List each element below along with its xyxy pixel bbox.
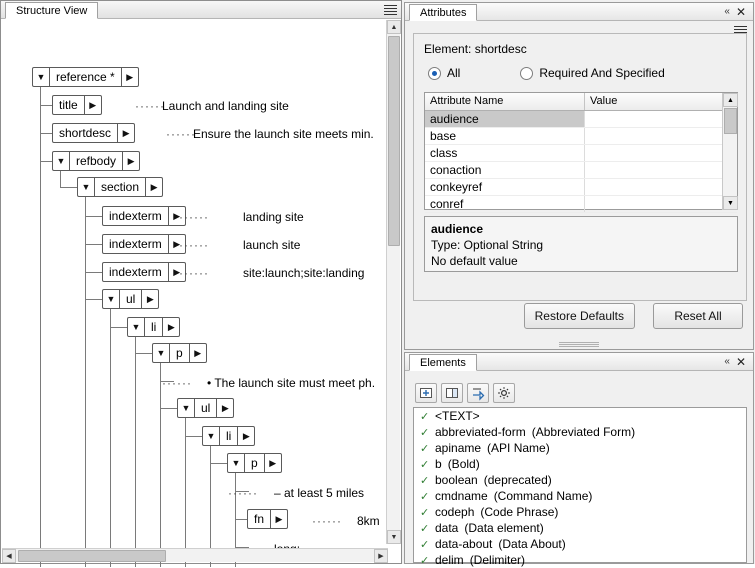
scroll-left-arrow-icon[interactable]: ◀ — [2, 549, 16, 563]
structure-horizontal-scrollbar[interactable] — [2, 548, 388, 562]
leader-dots: ······ — [135, 99, 165, 113]
tree-node-label: ul — [201, 401, 211, 415]
tab-elements[interactable] — [409, 354, 477, 371]
elements-titlebar — [405, 353, 753, 371]
panel-resize-grip[interactable] — [559, 341, 599, 346]
element-name: codeph — [435, 505, 475, 519]
list-item[interactable] — [414, 440, 746, 456]
wrap-element-icon[interactable] — [467, 383, 489, 403]
tree-connector — [235, 519, 247, 520]
tree-connector — [85, 244, 102, 245]
element-name: <TEXT> — [435, 409, 480, 423]
collapse-triangle-icon[interactable]: ▼ — [178, 399, 195, 417]
tree-node-shortdesc[interactable] — [52, 123, 135, 143]
element-description: (Bold) — [447, 457, 480, 471]
tree-connector — [40, 161, 52, 162]
element-name: apiname — [435, 441, 482, 455]
table-row[interactable] — [425, 179, 737, 196]
node-text-p-2: – at least 5 miles — [274, 486, 365, 500]
tree-connector — [40, 87, 41, 567]
expand-triangle-icon[interactable]: ▶ — [141, 290, 158, 308]
scroll-right-arrow-icon[interactable]: ▶ — [374, 549, 388, 563]
tab-elements-label: Elements — [420, 356, 466, 369]
collapse-triangle-icon[interactable]: ▼ — [203, 427, 220, 445]
leader-dots: ······ — [228, 486, 258, 500]
structure-vertical-scrollbar[interactable] — [386, 20, 400, 544]
attribute-value-cell[interactable] — [585, 179, 737, 195]
attribute-filter-group — [428, 66, 665, 80]
node-text-p-1: • The launch site must meet ph. — [207, 376, 376, 390]
tab-attributes-label: Attributes — [420, 6, 467, 19]
expand-triangle-icon[interactable]: ▶ — [117, 124, 134, 142]
close-icon[interactable]: ✕ — [735, 4, 746, 19]
element-name: abbreviated-form — [435, 425, 526, 439]
element-description: (Command Name) — [493, 489, 593, 503]
check-icon: ✓ — [420, 538, 430, 551]
check-icon: ✓ — [420, 506, 430, 519]
attribute-name-cell[interactable]: class — [425, 145, 585, 161]
expand-triangle-icon[interactable]: ▶ — [121, 68, 138, 86]
list-item[interactable] — [414, 456, 746, 472]
expand-triangle-icon[interactable]: ▶ — [168, 207, 185, 225]
collapse-triangle-icon[interactable]: ▼ — [33, 68, 50, 86]
leader-dots: ······ — [166, 127, 196, 141]
attribute-name-cell[interactable]: conkeyref — [425, 179, 585, 195]
tree-connector — [110, 309, 111, 567]
attributes-table-header — [425, 93, 737, 111]
tree-node-label: title — [59, 98, 78, 112]
tree-node-li[interactable] — [202, 426, 255, 446]
collapse-triangle-icon[interactable]: ▼ — [228, 454, 245, 472]
node-text-indexterm-2: launch site — [243, 238, 301, 252]
attribute-info-name: audience — [431, 222, 484, 236]
structure-tree-canvas[interactable] — [2, 20, 388, 544]
attribute-name-cell[interactable]: audience — [425, 111, 585, 127]
tab-attributes[interactable] — [409, 4, 477, 21]
table-row[interactable] — [425, 128, 737, 145]
node-text-shortdesc: Ensure the launch site meets min. — [193, 127, 374, 141]
element-name: boolean — [435, 473, 478, 487]
tree-node-label: indexterm — [109, 237, 162, 251]
double-chevron-left-icon[interactable]: « — [724, 6, 730, 17]
tree-connector — [85, 216, 102, 217]
expand-triangle-icon[interactable]: ▶ — [216, 399, 233, 417]
tab-structure-view[interactable] — [5, 2, 98, 19]
list-item[interactable] — [414, 536, 746, 552]
attributes-titlebar — [405, 3, 753, 21]
element-name: b — [435, 457, 442, 471]
expand-triangle-icon[interactable]: ▶ — [168, 235, 185, 253]
table-row[interactable] — [425, 145, 737, 162]
tree-connector — [40, 105, 52, 106]
table-row[interactable] — [425, 162, 737, 179]
check-icon: ✓ — [420, 490, 430, 503]
element-description: (Abbreviated Form) — [531, 425, 636, 439]
node-text-fn: 8km — [357, 514, 380, 528]
check-icon: ✓ — [420, 442, 430, 455]
tree-node-label: refbody — [76, 154, 117, 168]
radio-all[interactable] — [428, 66, 460, 80]
check-icon: ✓ — [420, 474, 430, 487]
leader-dots: ······ — [179, 238, 209, 252]
tree-node-label: shortdesc — [59, 126, 112, 140]
tab-structure-view-label: Structure View — [16, 4, 88, 17]
radio-required-and-specified[interactable] — [520, 66, 664, 80]
settings-gear-icon[interactable] — [493, 383, 515, 403]
tree-connector — [210, 463, 227, 464]
leader-dots: ······ — [162, 376, 192, 390]
attribute-info-type: Type: Optional String — [431, 238, 544, 252]
tree-connector — [40, 133, 52, 134]
check-icon: ✓ — [420, 522, 430, 535]
tree-node-p[interactable] — [227, 453, 282, 473]
tree-node-indexterm[interactable] — [102, 234, 186, 254]
radio-all-label: All — [447, 66, 461, 80]
tree-connector — [135, 337, 136, 567]
expand-triangle-icon[interactable]: ▶ — [162, 318, 179, 336]
tree-connector — [60, 171, 61, 187]
attributes-body — [413, 33, 747, 301]
attribute-name-cell[interactable]: conaction — [425, 162, 585, 178]
tree-node-p[interactable] — [152, 343, 207, 363]
restore-defaults-button[interactable]: Restore Defaults — [524, 303, 635, 329]
elements-list[interactable] — [413, 407, 747, 567]
attributes-table-scrollbar[interactable] — [722, 93, 737, 210]
tree-node-reference[interactable] — [32, 67, 139, 87]
element-name: cmdname — [435, 489, 488, 503]
attribute-name-cell[interactable]: base — [425, 128, 585, 144]
column-header-attribute-name[interactable]: Attribute Name — [425, 93, 585, 110]
tree-node-refbody[interactable] — [52, 151, 140, 171]
attribute-info-default: No default value — [431, 254, 518, 268]
attributes-panel — [404, 2, 754, 350]
scroll-thumb[interactable] — [724, 108, 737, 134]
tree-node-ul[interactable] — [177, 398, 234, 418]
scroll-down-arrow-icon[interactable]: ▼ — [723, 196, 738, 210]
hamburger-icon[interactable] — [384, 4, 397, 15]
element-description: (Data element) — [464, 521, 544, 535]
leader-dots: ······ — [179, 210, 209, 224]
element-description: (deprecated) — [483, 473, 552, 487]
tree-connector — [85, 299, 102, 300]
radio-all-indicator[interactable] — [428, 67, 441, 80]
element-description: (API Name) — [487, 441, 550, 455]
leader-dots: ······ — [312, 514, 342, 528]
column-header-value[interactable]: Value — [590, 95, 618, 107]
tree-node-li[interactable] — [127, 317, 180, 337]
tree-connector — [135, 353, 152, 354]
list-item[interactable] — [414, 520, 746, 536]
tree-node-label: p — [251, 456, 258, 470]
table-row[interactable] — [425, 196, 737, 213]
element-description: (Delimiter) — [469, 553, 526, 567]
list-item[interactable] — [414, 552, 746, 568]
check-icon: ✓ — [420, 426, 430, 439]
attributes-table[interactable] — [424, 92, 738, 210]
expand-triangle-icon[interactable]: ▶ — [264, 454, 281, 472]
attribute-value-cell[interactable] — [585, 111, 737, 127]
elements-panel — [404, 352, 754, 567]
structure-tree-inner — [2, 20, 388, 544]
tree-connector — [160, 408, 177, 409]
element-description: (Code Phrase) — [480, 505, 559, 519]
element-name-label: Element: shortdesc — [424, 42, 527, 56]
tree-node-label: li — [151, 320, 157, 334]
radio-required-indicator[interactable] — [520, 67, 533, 80]
element-name: data-about — [435, 537, 493, 551]
insert-element-icon[interactable] — [415, 383, 437, 403]
expand-triangle-icon[interactable]: ▶ — [122, 152, 139, 170]
table-row[interactable] — [425, 111, 737, 128]
attribute-value-cell[interactable] — [585, 196, 737, 212]
tree-node-label: indexterm — [109, 265, 162, 279]
node-text-indexterm-1: landing site — [243, 210, 304, 224]
tree-connector — [160, 363, 161, 567]
scroll-thumb[interactable] — [388, 36, 400, 246]
node-text-indexterm-3: site:launch;site:landing — [243, 266, 365, 280]
scroll-down-arrow-icon[interactable]: ▼ — [387, 530, 401, 544]
radio-required-label: Required And Specified — [539, 66, 665, 80]
expand-triangle-icon[interactable]: ▶ — [189, 344, 206, 362]
expand-triangle-icon[interactable]: ▶ — [270, 510, 287, 528]
leader-dots: ······ — [179, 266, 209, 280]
collapse-triangle-icon[interactable]: ▼ — [128, 318, 145, 336]
scroll-up-arrow-icon[interactable]: ▲ — [723, 93, 738, 107]
node-text-title: Launch and landing site — [162, 99, 289, 113]
tree-node-indexterm[interactable] — [102, 206, 186, 226]
element-name: delim — [435, 553, 464, 567]
attribute-name-cell[interactable]: conref — [425, 196, 585, 212]
list-item[interactable] — [414, 408, 746, 424]
tree-connector — [110, 327, 127, 328]
tree-node-label: li — [226, 429, 232, 443]
attribute-value-cell[interactable] — [585, 162, 737, 178]
attribute-info-box — [424, 216, 738, 272]
tree-node-section[interactable] — [77, 177, 163, 197]
list-item[interactable] — [414, 472, 746, 488]
scroll-up-arrow-icon[interactable]: ▲ — [387, 20, 401, 34]
tree-node-label: fn — [254, 512, 265, 526]
structure-view-titlebar — [1, 1, 401, 19]
collapse-triangle-icon[interactable]: ▼ — [103, 290, 120, 308]
collapse-triangle-icon[interactable]: ▼ — [153, 344, 170, 362]
tree-node-label: ul — [126, 292, 136, 306]
tree-connector — [185, 436, 202, 437]
list-item[interactable] — [414, 504, 746, 520]
tree-connector — [85, 272, 102, 273]
element-description: (Data About) — [498, 537, 566, 551]
tree-node-fn[interactable] — [247, 509, 288, 529]
list-item[interactable] — [414, 424, 746, 440]
collapse-triangle-icon[interactable]: ▼ — [78, 178, 95, 196]
insert-sibling-icon[interactable] — [441, 383, 463, 403]
double-chevron-left-icon[interactable]: « — [724, 356, 730, 367]
tree-node-label: indexterm — [109, 209, 162, 223]
list-item[interactable] — [414, 488, 746, 504]
tree-connector — [185, 418, 186, 567]
attributes-table-rows — [425, 111, 737, 210]
tree-node-title[interactable] — [52, 95, 102, 115]
expand-triangle-icon[interactable]: ▶ — [145, 178, 162, 196]
tree-connector — [85, 197, 86, 567]
expand-triangle-icon[interactable]: ▶ — [168, 263, 185, 281]
element-name: data — [435, 521, 459, 535]
check-icon: ✓ — [420, 410, 430, 423]
reset-all-button[interactable]: Reset All — [653, 303, 743, 329]
tree-node-ul[interactable] — [102, 289, 159, 309]
elements-toolbar — [413, 381, 747, 405]
scroll-thumb[interactable] — [18, 550, 166, 562]
tree-node-indexterm[interactable] — [102, 262, 186, 282]
collapse-triangle-icon[interactable]: ▼ — [53, 152, 70, 170]
attributes-button-row — [524, 303, 743, 329]
check-icon: ✓ — [420, 458, 430, 471]
expand-triangle-icon[interactable]: ▶ — [84, 96, 101, 114]
tree-node-label: section — [101, 180, 140, 194]
attribute-value-cell[interactable] — [585, 128, 737, 144]
tree-node-label: p — [176, 346, 183, 360]
tree-node-label: reference * — [56, 70, 115, 84]
expand-triangle-icon[interactable]: ▶ — [237, 427, 254, 445]
check-icon: ✓ — [420, 554, 430, 567]
close-icon[interactable]: ✕ — [735, 354, 746, 369]
tree-connector — [60, 187, 77, 188]
attribute-value-cell[interactable] — [585, 145, 737, 161]
